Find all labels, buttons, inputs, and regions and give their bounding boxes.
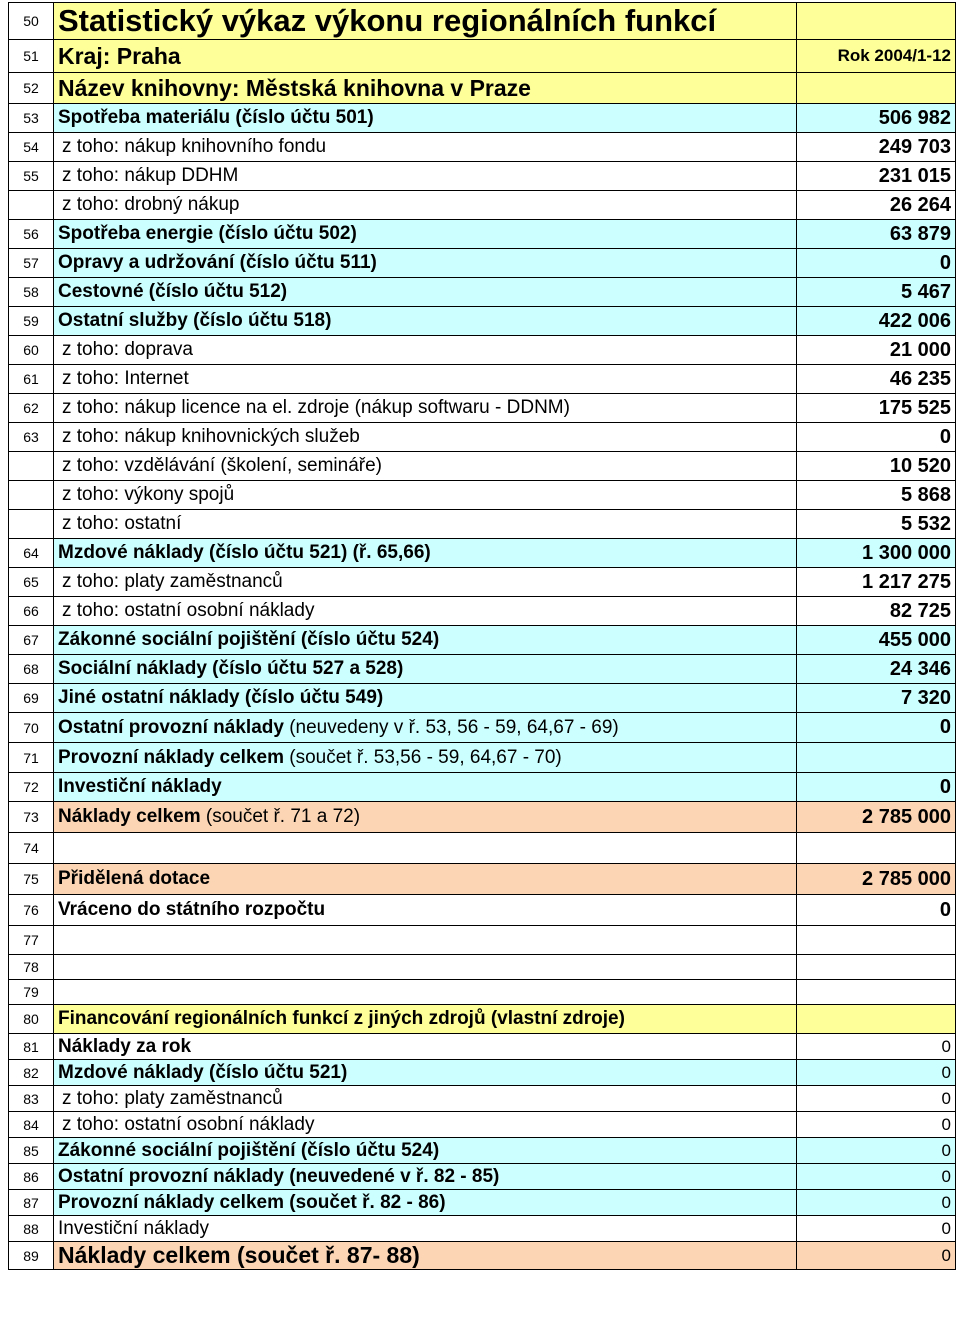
table-row	[9, 955, 956, 980]
table-row	[9, 73, 956, 104]
table-row	[9, 864, 956, 895]
table-row	[9, 452, 956, 481]
row-label	[54, 1242, 797, 1270]
row-label	[54, 452, 797, 481]
row-label	[54, 73, 797, 104]
table-row	[9, 568, 956, 597]
row-label	[54, 713, 797, 743]
row-value: 46 235	[797, 365, 956, 394]
row-number: 75	[9, 864, 54, 895]
row-label-text: z toho: doprava	[62, 339, 193, 360]
row-label-text: Náklady celkem (součet ř. 87- 88)	[58, 1242, 420, 1268]
row-number: 73	[9, 802, 54, 833]
row-number: 70	[9, 713, 54, 743]
row-label-note: (součet ř. 71 a 72)	[200, 806, 361, 827]
row-label-text: Ostatní provozní náklady	[58, 716, 284, 738]
row-value	[797, 980, 956, 1005]
table-row	[9, 626, 956, 655]
row-label	[54, 481, 797, 510]
table-row	[9, 3, 956, 40]
row-label	[54, 539, 797, 568]
row-label-text: Zákonné sociální pojištění (číslo účtu 524)	[58, 629, 440, 650]
row-number: 82	[9, 1060, 54, 1086]
table-row	[9, 278, 956, 307]
row-label	[54, 365, 797, 394]
row-number: 55	[9, 162, 54, 191]
row-value: 506 982	[797, 104, 956, 133]
table-row	[9, 1005, 956, 1034]
table-row	[9, 1138, 956, 1164]
row-label-text: Náklady za rok	[58, 1035, 192, 1057]
row-label	[54, 802, 797, 833]
row-label-text: Financování regionálních funkcí z jiných zdrojů (vlastní zdroje)	[58, 1008, 625, 1029]
row-number: 85	[9, 1138, 54, 1164]
row-value: 0	[797, 773, 956, 802]
table-row	[9, 394, 956, 423]
table-row	[9, 980, 956, 1005]
row-label-text: Název knihovny: Městská knihovna v Praze	[58, 74, 531, 101]
row-value: 249 703	[797, 133, 956, 162]
row-number	[9, 452, 54, 481]
row-number: 62	[9, 394, 54, 423]
row-value: 0	[797, 1086, 956, 1112]
row-label	[54, 191, 797, 220]
row-number: 87	[9, 1190, 54, 1216]
row-value	[797, 73, 956, 104]
row-number: 77	[9, 926, 54, 955]
table-row	[9, 655, 956, 684]
row-label	[54, 1005, 797, 1034]
row-value: 63 879	[797, 220, 956, 249]
row-value	[797, 955, 956, 980]
row-number: 71	[9, 743, 54, 773]
row-label-text: z toho: nákup DDHM	[62, 165, 239, 186]
row-number: 59	[9, 307, 54, 336]
row-value: 5 467	[797, 278, 956, 307]
table-row	[9, 162, 956, 191]
row-number: 61	[9, 365, 54, 394]
row-value: 422 006	[797, 307, 956, 336]
row-number: 52	[9, 73, 54, 104]
row-label-text: z toho: ostatní osobní náklady	[62, 600, 315, 621]
row-number: 84	[9, 1112, 54, 1138]
table-row	[9, 1216, 956, 1242]
row-label	[54, 743, 797, 773]
row-label-text: Ostatní provozní náklady (neuvedené v ř. 82 - 85)	[58, 1165, 500, 1187]
row-number: 80	[9, 1005, 54, 1034]
row-value: 2 785 000	[797, 864, 956, 895]
row-value: 7 320	[797, 684, 956, 713]
row-label-text: Sociální náklady (číslo účtu 527 a 528)	[58, 658, 404, 679]
row-value: 10 520	[797, 452, 956, 481]
row-value: 5 532	[797, 510, 956, 539]
table-row	[9, 926, 956, 955]
row-label-text: z toho: platy zaměstnanců	[62, 1087, 283, 1109]
row-number: 54	[9, 133, 54, 162]
row-label-text: Investiční náklady	[58, 776, 222, 797]
table-row	[9, 510, 956, 539]
row-label	[54, 162, 797, 191]
row-number: 53	[9, 104, 54, 133]
row-label	[54, 104, 797, 133]
row-value: 82 725	[797, 597, 956, 626]
row-label	[54, 336, 797, 365]
table-row	[9, 249, 956, 278]
row-label-note: (neuvedeny v ř. 53, 56 - 59, 64,67 - 69)	[283, 716, 619, 738]
row-number	[9, 191, 54, 220]
row-label-text: Vráceno do státního rozpočtu	[58, 899, 326, 920]
row-value: 21 000	[797, 336, 956, 365]
row-label	[54, 1086, 797, 1112]
row-value	[797, 3, 956, 40]
row-number: 72	[9, 773, 54, 802]
row-label-text: z toho: ostatní osobní náklady	[62, 1113, 315, 1135]
row-label-text: Ostatní služby (číslo účtu 518)	[58, 310, 332, 331]
row-label	[54, 684, 797, 713]
report-table	[8, 2, 956, 1270]
table-row	[9, 743, 956, 773]
row-value: 26 264	[797, 191, 956, 220]
table-row	[9, 336, 956, 365]
row-label	[54, 955, 797, 980]
row-label-text: Cestovné (číslo účtu 512)	[58, 281, 288, 302]
row-number: 78	[9, 955, 54, 980]
row-number: 64	[9, 539, 54, 568]
table-row	[9, 833, 956, 864]
row-number: 79	[9, 980, 54, 1005]
row-value: 0	[797, 1138, 956, 1164]
row-label	[54, 1112, 797, 1138]
row-label	[54, 864, 797, 895]
row-label	[54, 833, 797, 864]
row-value	[797, 926, 956, 955]
row-label-text: Spotřeba materiálu (číslo účtu 501)	[58, 107, 374, 128]
row-value: 1 217 275	[797, 568, 956, 597]
row-number: 69	[9, 684, 54, 713]
row-number: 86	[9, 1164, 54, 1190]
row-label	[54, 1190, 797, 1216]
row-label-text: z toho: Internet	[62, 368, 189, 389]
row-number: 67	[9, 626, 54, 655]
row-value: 0	[797, 423, 956, 452]
row-label	[54, 926, 797, 955]
row-label	[54, 307, 797, 336]
row-label-text: Zákonné sociální pojištění (číslo účtu 524)	[58, 1139, 440, 1161]
table-row	[9, 191, 956, 220]
row-value: 0	[797, 895, 956, 926]
row-number: 65	[9, 568, 54, 597]
row-value	[797, 1005, 956, 1034]
row-label	[54, 1138, 797, 1164]
row-number: 81	[9, 1034, 54, 1060]
row-value: 0	[797, 1242, 956, 1270]
row-value: 175 525	[797, 394, 956, 423]
table-row	[9, 365, 956, 394]
row-label-text: z toho: platy zaměstnanců	[62, 571, 283, 592]
row-label-text: z toho: výkony spojů	[62, 484, 235, 505]
row-label	[54, 980, 797, 1005]
row-label-text: Provozní náklady celkem (součet ř. 82 - 86)	[58, 1191, 446, 1213]
row-number: 76	[9, 895, 54, 926]
row-number	[9, 481, 54, 510]
row-number: 63	[9, 423, 54, 452]
table-row	[9, 802, 956, 833]
row-value: 0	[797, 249, 956, 278]
row-label-text: z toho: nákup knihovního fondu	[62, 136, 327, 157]
table-row	[9, 1060, 956, 1086]
row-label-text: Kraj: Praha	[58, 42, 181, 69]
row-label	[54, 1060, 797, 1086]
row-number: 56	[9, 220, 54, 249]
row-label	[54, 423, 797, 452]
row-value: 0	[797, 1060, 956, 1086]
row-label-text: Jiné ostatní náklady (číslo účtu 549)	[58, 687, 384, 708]
row-number: 57	[9, 249, 54, 278]
row-label-text: Provozní náklady celkem	[58, 746, 284, 768]
row-value	[797, 833, 956, 864]
row-label	[54, 895, 797, 926]
row-label	[54, 510, 797, 539]
row-label	[54, 249, 797, 278]
row-label-text: z toho: vzdělávání (školení, semináře)	[62, 455, 382, 476]
row-value: 1 300 000	[797, 539, 956, 568]
table-row	[9, 220, 956, 249]
row-number: 66	[9, 597, 54, 626]
table-row	[9, 481, 956, 510]
table-row	[9, 895, 956, 926]
row-label	[54, 1034, 797, 1060]
row-value: 0	[797, 1190, 956, 1216]
row-value: 0	[797, 1112, 956, 1138]
row-label-text: Mzdové náklady (číslo účtu 521) (ř. 65,66)	[58, 542, 431, 563]
row-number: 74	[9, 833, 54, 864]
row-label	[54, 568, 797, 597]
row-label-text: Mzdové náklady (číslo účtu 521)	[58, 1061, 348, 1083]
row-label-text: z toho: nákup licence na el. zdroje (nákup softwaru - DDNM)	[62, 397, 570, 418]
row-value: 2 785 000	[797, 802, 956, 833]
row-label	[54, 220, 797, 249]
row-number: 89	[9, 1242, 54, 1270]
row-label	[54, 3, 797, 40]
table-row	[9, 133, 956, 162]
table-row	[9, 1190, 956, 1216]
row-label-text: Přidělená dotace	[58, 868, 211, 889]
table-row	[9, 104, 956, 133]
table-row	[9, 684, 956, 713]
row-label	[54, 773, 797, 802]
row-label	[54, 1164, 797, 1190]
row-value: 0	[797, 713, 956, 743]
row-label	[54, 133, 797, 162]
table-row	[9, 713, 956, 743]
row-label	[54, 278, 797, 307]
table-row	[9, 1164, 956, 1190]
row-number	[9, 510, 54, 539]
row-label-text: z toho: drobný nákup	[62, 194, 240, 215]
row-label-text: Spotřeba energie (číslo účtu 502)	[58, 223, 357, 244]
table-row	[9, 539, 956, 568]
table-row	[9, 307, 956, 336]
row-label-note: (součet ř. 53,56 - 59, 64,67 - 70)	[284, 746, 562, 768]
row-value: 0	[797, 1216, 956, 1242]
row-value: 0	[797, 1034, 956, 1060]
row-value: 24 346	[797, 655, 956, 684]
report-table-body	[9, 3, 956, 1270]
row-value: 5 868	[797, 481, 956, 510]
row-number: 60	[9, 336, 54, 365]
row-label	[54, 655, 797, 684]
row-label	[54, 597, 797, 626]
row-label-text: Investiční náklady	[58, 1217, 210, 1239]
table-row	[9, 40, 956, 73]
table-row	[9, 597, 956, 626]
row-label-text: z toho: ostatní	[62, 513, 182, 534]
row-label-text: Náklady celkem	[58, 806, 201, 827]
table-row	[9, 1242, 956, 1270]
row-label-text: Opravy a udržování (číslo účtu 511)	[58, 252, 377, 273]
row-value: Rok 2004/1-12	[797, 40, 956, 73]
row-label	[54, 626, 797, 655]
table-row	[9, 1112, 956, 1138]
row-number: 83	[9, 1086, 54, 1112]
row-number: 68	[9, 655, 54, 684]
row-label	[54, 40, 797, 73]
row-value: 0	[797, 1164, 956, 1190]
row-label-text: Statistický výkaz výkonu regionálních funkcí	[58, 3, 717, 38]
row-number: 50	[9, 3, 54, 40]
row-label	[54, 394, 797, 423]
row-label-text: z toho: nákup knihovnických služeb	[62, 426, 360, 447]
row-label	[54, 1216, 797, 1242]
table-row	[9, 1086, 956, 1112]
table-row	[9, 423, 956, 452]
row-value: 455 000	[797, 626, 956, 655]
table-row	[9, 1034, 956, 1060]
row-value	[797, 743, 956, 773]
row-number: 88	[9, 1216, 54, 1242]
row-number: 51	[9, 40, 54, 73]
row-number: 58	[9, 278, 54, 307]
row-value: 231 015	[797, 162, 956, 191]
table-row	[9, 773, 956, 802]
